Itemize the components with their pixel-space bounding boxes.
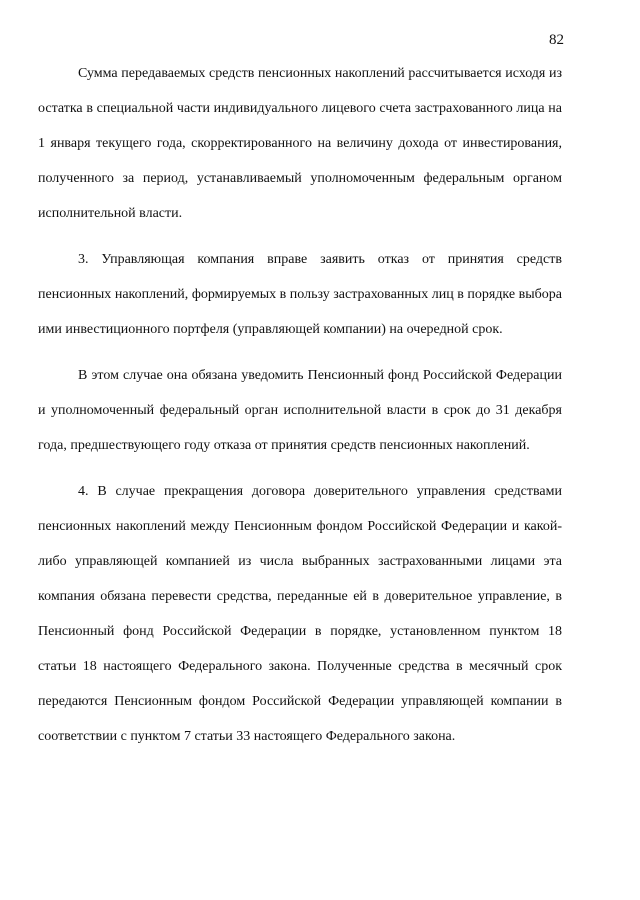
page-number: 82 [549,32,564,48]
paragraph-item-3: 3. Управляющая компания вправе заявить отказ от принятия средств пенсионных накоплений, формируемых в пользу застрахованных лиц в порядке выбора ими инвестиционного портфеля (управляющей компании) на очередной срок. [38,252,562,337]
document-body [38,56,562,765]
paragraph-notification: В этом случае она обязана уведомить Пенсионный фонд Российской Федерации и уполномоченный федеральный орган исполнительной власти в срок до 31 декабря года, предшествующего году отказа от принятия средств пенсионных накоплений. [38,368,562,453]
paragraph-item-4: 4. В случае прекращения договора доверительного управления средствами пенсионных накоплений между Пенсионным фондом Российской Федерации и какой-либо управляющей компанией из числа выбранных застрахованными лицами эта компания обязана перевести средства, переданные ей в доверительное управление, в Пенсионный фонд Российской Федерации в порядке, установленном пунктом 18 статьи 18 настоящего Федерального закона. Полученные средства в месячный срок передаются Пенсионным фондом Российской Федерации управляющей компании в соответствии с пунктом 7 статьи 33 настоящего Федерального закона. [38,484,562,744]
paragraph-transfer-amount: Сумма передаваемых средств пенсионных накоплений рассчитывается исходя из остатка в специальной части индивидуального лицевого счета застрахованного лица на 1 января текущего года, скорректированного на величину дохода от инвестирования, полученного за период, устанавливаемый уполномоченным федеральным органом исполнительной власти. [38,66,562,221]
